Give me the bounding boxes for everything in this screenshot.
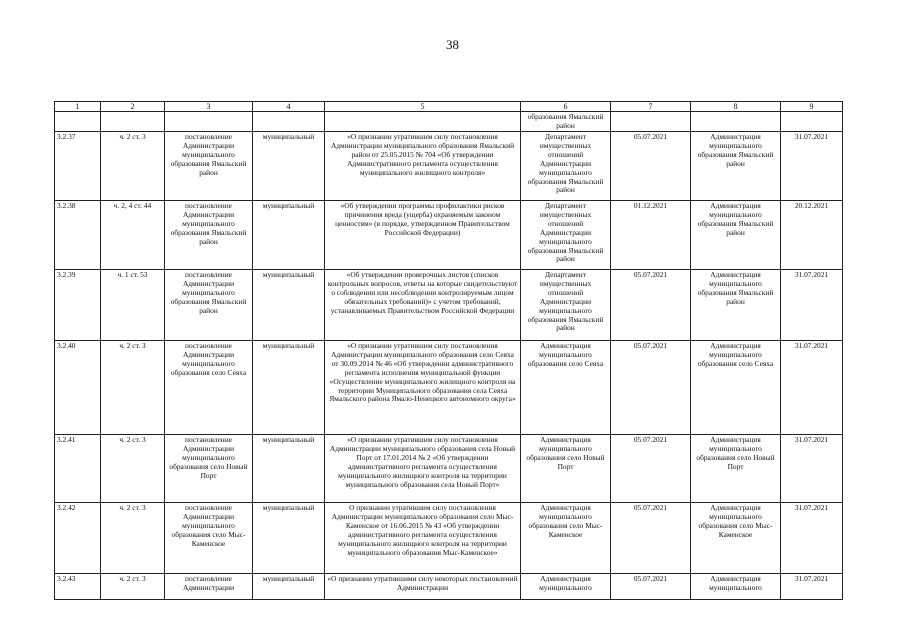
cell-article: ч. 1 ст. 53 bbox=[101, 270, 165, 341]
cell-name: «О признании утратившим силу постановления Администрации муниципального образования села Новый Порт от 17.01.2014 № 2 «Об утверждении административного регламента осуществления муниципального жилищного контроля на территории муниципального образования села Новый Порт» bbox=[325, 435, 521, 503]
cell-date: 01.12.2021 bbox=[611, 201, 691, 270]
cell-department: Администрация муниципального образования село Сеяха bbox=[521, 341, 611, 435]
cell-act-type: постановление Администрации муниципального образования село Мыс-Каменское bbox=[165, 503, 253, 574]
cell-article: ч. 2 ст. 3 bbox=[101, 132, 165, 201]
cell-num: 3.2.39 bbox=[55, 270, 101, 341]
cell-num: 3.2.38 bbox=[55, 201, 101, 270]
cell-article bbox=[101, 112, 165, 132]
cell-num: 3.2.37 bbox=[55, 132, 101, 201]
cell-responsible: Администрация муниципального образования Ямальский район bbox=[691, 201, 781, 270]
cell-date: 05.07.2021 bbox=[611, 341, 691, 435]
table-row bbox=[55, 574, 843, 600]
cell-num: 3.2.41 bbox=[55, 435, 101, 503]
table-row bbox=[55, 435, 843, 503]
cell-date: 05.07.2021 bbox=[611, 435, 691, 503]
header-col-5: 5 bbox=[325, 102, 521, 112]
cell-deadline: 31.07.2021 bbox=[781, 132, 843, 201]
plan-table bbox=[54, 101, 843, 600]
cell-deadline: 31.07.2021 bbox=[781, 435, 843, 503]
cell-name: «О признании утратившим силу постановления Администрации муниципального образования село Сеяха от 30.09.2014 № 46 «Об утверждении административного регламента исполнения муниципальной функции «Осуществление муниципального жилищного контроля на территории Муниципального образования села Сеяха Ямальского района Ямало-Ненецкого автономного округа» bbox=[325, 341, 521, 435]
cell-num: 3.2.42 bbox=[55, 503, 101, 574]
cell-num bbox=[55, 112, 101, 132]
page-number: 38 bbox=[446, 37, 459, 52]
cell-department: Департамент имущественных отношений Администрации муниципального образования Ямальский район bbox=[521, 201, 611, 270]
header-col-9: 9 bbox=[781, 102, 843, 112]
cell-deadline: 20.12.2021 bbox=[781, 201, 843, 270]
header-col-4: 4 bbox=[253, 102, 325, 112]
cell-level: муниципальный bbox=[253, 503, 325, 574]
header-col-3: 3 bbox=[165, 102, 253, 112]
cell-department: образования Ямальский район bbox=[521, 112, 611, 132]
cell-level bbox=[253, 112, 325, 132]
cell-act-type: постановление Администрации bbox=[165, 574, 253, 600]
cell-responsible: Администрация муниципального образования Ямальский район bbox=[691, 270, 781, 341]
header-row bbox=[55, 102, 843, 112]
cell-act-type: постановление Администрации муниципального образования Ямальский район bbox=[165, 270, 253, 341]
cell-level: муниципальный bbox=[253, 435, 325, 503]
cell-deadline: 31.07.2021 bbox=[781, 341, 843, 435]
cell-deadline: 31.07.2021 bbox=[781, 503, 843, 574]
cell-name bbox=[325, 112, 521, 132]
cell-level: муниципальный bbox=[253, 341, 325, 435]
cell-deadline: 31.07.2021 bbox=[781, 574, 843, 600]
cell-responsible: Администрация муниципального образования село Сеяха bbox=[691, 341, 781, 435]
table-row bbox=[55, 201, 843, 270]
cell-deadline: 31.07.2021 bbox=[781, 270, 843, 341]
cell-responsible: Администрация муниципального образования село Мыс-Каменское bbox=[691, 503, 781, 574]
header-col-1: 1 bbox=[55, 102, 101, 112]
header-col-8: 8 bbox=[691, 102, 781, 112]
table-row bbox=[55, 270, 843, 341]
cell-article: ч. 2 ст. 3 bbox=[101, 574, 165, 600]
cell-num: 3.2.40 bbox=[55, 341, 101, 435]
cell-article: ч. 2 ст. 3 bbox=[101, 435, 165, 503]
cell-level: муниципальный bbox=[253, 201, 325, 270]
cell-name: О признании утратившим силу постановления Администрации муниципального образования село Мыс-Каменское от 16.06.2015 № 43 «Об утверждении административного регламента осуществления муниципального жилищного контроля на территории муниципального образования Мыс-Каменское» bbox=[325, 503, 521, 574]
cell-article: ч. 2 ст. 3 bbox=[101, 341, 165, 435]
cell-name: «О признании утратившими силу некоторых постановлений Администрации bbox=[325, 574, 521, 600]
cell-deadline bbox=[781, 112, 843, 132]
cell-article: ч. 2, 4 ст. 44 bbox=[101, 201, 165, 270]
cell-responsible: Администрация муниципального bbox=[691, 574, 781, 600]
cell-department: Департамент имущественных отношений Администрации муниципального образования Ямальский район bbox=[521, 270, 611, 341]
cell-name: «Об утверждении проверочных листов (списков контрольных вопросов, ответы на которые свидетельствуют о соблюдении или несоблюдении контролируемым лицом обязательных требований)» с учетом требований, устанавливаемых Правительством Российской Федерации bbox=[325, 270, 521, 341]
header-col-7: 7 bbox=[611, 102, 691, 112]
header-col-2: 2 bbox=[101, 102, 165, 112]
cell-department: Администрация муниципального образования село Мыс-Каменское bbox=[521, 503, 611, 574]
cell-date bbox=[611, 112, 691, 132]
table-row bbox=[55, 132, 843, 201]
cell-level: муниципальный bbox=[253, 132, 325, 201]
cell-act-type: постановление Администрации муниципального образования Ямальский район bbox=[165, 132, 253, 201]
cell-responsible: Администрация муниципального образования село Новый Порт bbox=[691, 435, 781, 503]
table-row bbox=[55, 503, 843, 574]
header-col-6: 6 bbox=[521, 102, 611, 112]
cell-responsible bbox=[691, 112, 781, 132]
cell-date: 05.07.2021 bbox=[611, 132, 691, 201]
cell-department: Администрация муниципального bbox=[521, 574, 611, 600]
cell-date: 05.07.2021 bbox=[611, 503, 691, 574]
cell-act-type bbox=[165, 112, 253, 132]
table-row bbox=[55, 341, 843, 435]
continuation-row bbox=[55, 112, 843, 132]
cell-num: 3.2.43 bbox=[55, 574, 101, 600]
cell-responsible: Администрация муниципального образования Ямальский район bbox=[691, 132, 781, 201]
cell-act-type: постановление Администрации муниципального образования Ямальский район bbox=[165, 201, 253, 270]
cell-article: ч. 2 ст. 3 bbox=[101, 503, 165, 574]
cell-name: «О признании утратившим силу постановления Администрации муниципального образования Ямальский район от 25.05.2015 № 704 «Об утверждении Административного регламента осуществления муниципального жилищного контроля» bbox=[325, 132, 521, 201]
cell-date: 05.07.2021 bbox=[611, 270, 691, 341]
cell-act-type: постановление Администрации муниципального образования село Сеяха bbox=[165, 341, 253, 435]
cell-name: «Об утверждении программы профилактики рисков причинения вреда (ущерба) охраняемым законом ценностям» (в порядке, утвержденном Правительством Российской Федерации) bbox=[325, 201, 521, 270]
cell-act-type: постановление Администрации муниципального образования село Новый Порт bbox=[165, 435, 253, 503]
cell-department: Администрация муниципального образования село Новый Порт bbox=[521, 435, 611, 503]
cell-date: 05.07.2021 bbox=[611, 574, 691, 600]
cell-department: Департамент имущественных отношений Администрации муниципального образования Ямальский район bbox=[521, 132, 611, 201]
cell-level: муниципальный bbox=[253, 270, 325, 341]
cell-level: муниципальный bbox=[253, 574, 325, 600]
